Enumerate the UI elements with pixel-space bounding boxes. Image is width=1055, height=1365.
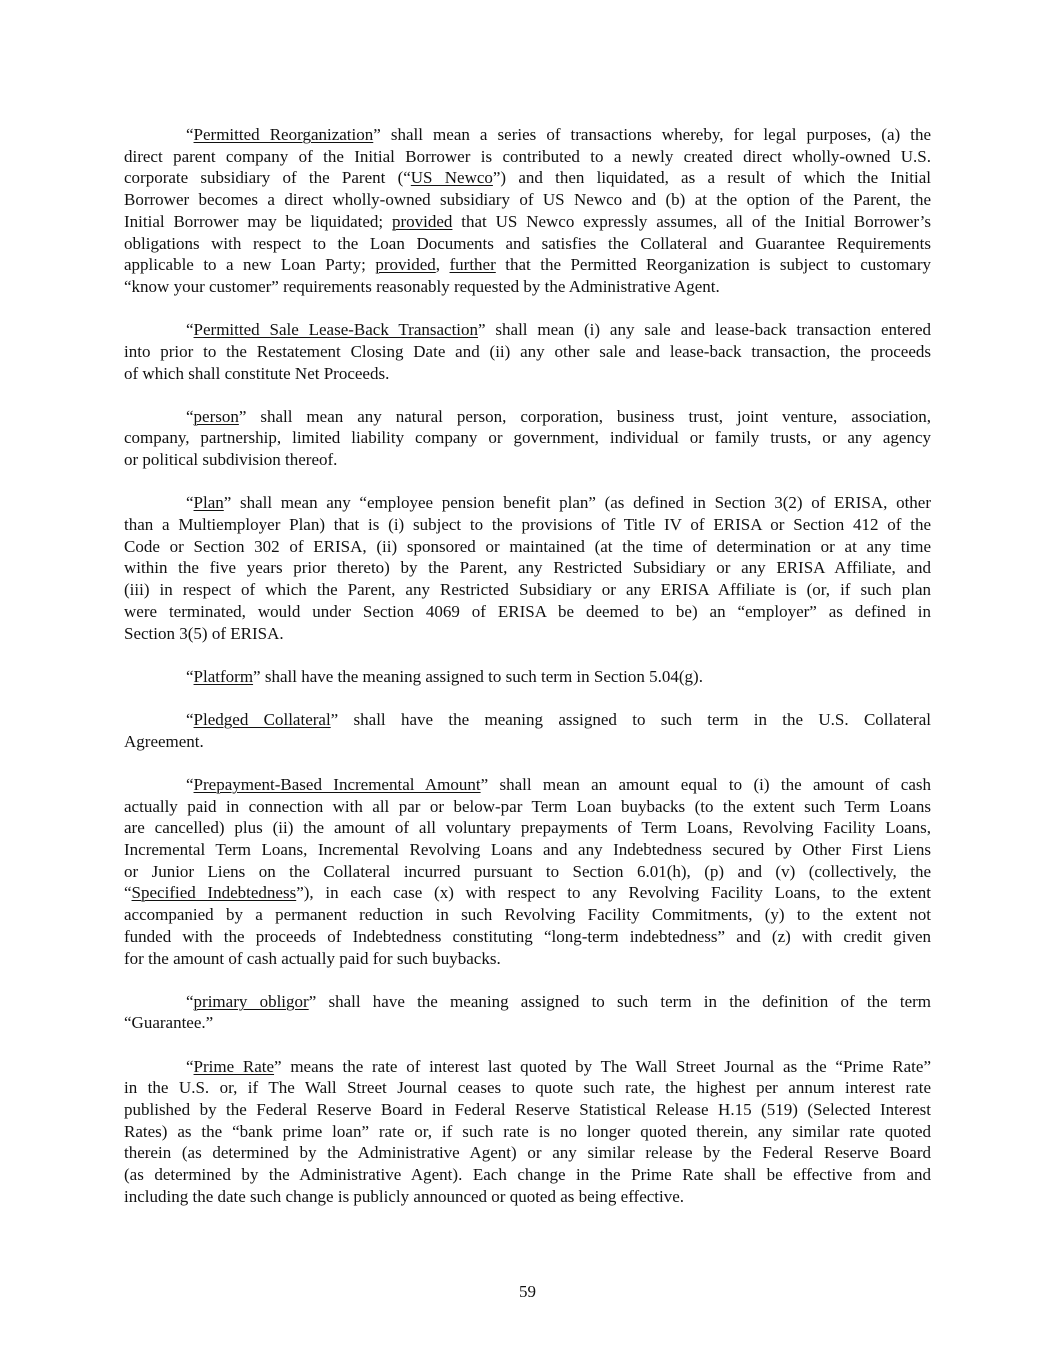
text-line [124, 1121, 931, 1143]
text-line [124, 319, 931, 341]
text-segment: “ [186, 774, 194, 794]
text-segment: , [435, 255, 450, 275]
text-segment: applicable to a new Loan Party; [124, 255, 376, 275]
text-line [124, 276, 931, 298]
definition-paragraph [124, 124, 931, 298]
definition-paragraph [124, 709, 931, 752]
text-segment: of which shall constitute Net Proceeds. [124, 363, 390, 383]
text-segment: “ [186, 320, 194, 340]
definition-paragraph [124, 991, 931, 1034]
page-number: 59 [519, 1282, 536, 1301]
text-segment: Agreement. [124, 731, 204, 751]
text-segment: that the Permitted Reorganization is subject to customary [495, 255, 932, 275]
defined-term: Prime Rate [193, 1056, 275, 1076]
document-page [124, 124, 931, 1229]
text-segment: were terminated, would under Section 4069 of ERISA be deemed to be) an “employer” as defined in [124, 601, 931, 621]
text-line [124, 1012, 931, 1034]
text-line [124, 341, 931, 363]
defined-term: Permitted Reorganization [193, 125, 374, 144]
defined-term: person [193, 406, 239, 426]
text-segment: ” means the rate of interest last quoted by The Wall Street Journal as the “Prime Rate” [274, 1056, 932, 1076]
defined-term: US Newco [410, 168, 493, 188]
text-line [124, 189, 931, 211]
text-line [124, 601, 931, 623]
text-segment: in the U.S. or, if The Wall Street Journal ceases to quote such rate, the highest per annum interest rate [124, 1078, 931, 1098]
text-line [124, 882, 931, 904]
text-segment: obligations with respect to the Loan Documents and satisfies the Collateral and Guarantee Requirements [124, 233, 931, 253]
defined-term: provided [375, 255, 436, 275]
text-line [124, 926, 931, 948]
text-line [124, 514, 931, 536]
text-segment: Initial Borrower may be liquidated; [124, 211, 392, 231]
defined-term: Pledged Collateral [193, 709, 331, 729]
text-segment: ” shall mean any “employee pension benefit plan” (as defined in Section 3(2) of ERISA, other [223, 493, 931, 513]
text-line [124, 492, 931, 514]
text-segment: actually paid in connection with all par or below-par Term Loan buybacks (to the extent such Term Loans [124, 796, 931, 816]
text-segment: that US Newco expressly assumes, all of the Initial Borrower’s [452, 211, 932, 231]
text-line [124, 1186, 931, 1208]
text-line [124, 254, 931, 276]
defined-term: further [449, 255, 496, 275]
text-line [124, 536, 931, 558]
defined-term: primary obligor [193, 991, 309, 1011]
text-segment: ”) and then liquidated, as a result of which the Initial [492, 168, 931, 188]
text-segment: “ [186, 991, 194, 1011]
text-segment: Rates) as the “bank prime loan” rate or, if such rate is no longer quoted therein, any similar rate quoted [124, 1121, 931, 1141]
text-segment: therein (as determined by the Administrative Agent) or any similar release by the Federal Reserve Board [124, 1143, 931, 1163]
text-segment: including the date such change is publicly announced or quoted as being effective. [124, 1186, 685, 1206]
text-segment: or political subdivision thereof. [124, 450, 338, 470]
text-segment: (as determined by the Administrative Agent). Each change in the Prime Rate shall be effective from and [124, 1165, 931, 1185]
text-segment: published by the Federal Reserve Board in Federal Reserve Statistical Release H.15 (519) (Selected Interest [124, 1100, 931, 1120]
text-segment: company, partnership, limited liability company or government, individual or family trusts, or any agency [124, 428, 931, 448]
text-segment: corporate subsidiary of the Parent (“ [124, 168, 411, 188]
text-segment: “ [186, 709, 194, 729]
text-segment: or Junior Liens on the Collateral incurred pursuant to Section 6.01(h), (p) and (v) (collectively, the [124, 861, 931, 881]
text-line [124, 406, 931, 428]
text-line [124, 774, 931, 796]
text-segment: ”), in each case (x) with respect to any Revolving Facility Loans, to the extent [296, 883, 931, 903]
text-segment: accompanied by a permanent reduction in such Revolving Facility Commitments, (y) to the extent not [124, 905, 931, 925]
text-segment: “ [186, 406, 194, 426]
definition-paragraph [124, 1056, 931, 1208]
text-segment: (iii) in respect of which the Parent, any Restricted Subsidiary or any ERISA Affiliate is (or, if such plan [124, 580, 931, 600]
text-line [124, 1099, 931, 1121]
text-line [124, 796, 931, 818]
defined-term: Prepayment-Based Incremental Amount [193, 774, 481, 794]
text-segment: ” shall mean a series of transactions whereby, for legal purposes, (a) the [373, 125, 931, 144]
text-line [124, 1142, 931, 1164]
text-line [124, 427, 931, 449]
text-line [124, 1056, 931, 1078]
text-segment: for the amount of cash actually paid for such buybacks. [124, 948, 501, 968]
text-line [124, 1164, 931, 1186]
definition-paragraph [124, 406, 931, 471]
text-segment: “know your customer” requirements reasonably requested by the Administrative Agent. [124, 276, 720, 296]
text-line [124, 623, 931, 645]
text-line [124, 211, 931, 233]
text-line [124, 948, 931, 970]
text-segment: than a Multiemployer Plan) that is (i) subject to the provisions of Title IV of ERISA or Section 412 of the [124, 515, 931, 535]
defined-term: provided [392, 211, 453, 231]
text-segment: Code or Section 302 of ERISA, (ii) sponsored or maintained (at the time of determination or at any time [124, 536, 931, 556]
text-line [124, 146, 931, 168]
text-segment: into prior to the Restatement Closing Date and (ii) any other sale and lease-back transaction, the proceeds [124, 341, 931, 361]
defined-term: Permitted Sale Lease-Back Transaction [193, 320, 479, 340]
text-line [124, 991, 931, 1013]
text-segment: “ [124, 883, 132, 903]
text-line [124, 817, 931, 839]
text-segment: Borrower becomes a direct wholly-owned subsidiary of US Newco and (b) at the option of the Parent, the [124, 190, 931, 210]
text-segment: Section 3(5) of ERISA. [124, 623, 284, 643]
text-line [124, 557, 931, 579]
text-line [124, 363, 931, 385]
text-segment: ” shall have the meaning assigned to such term in Section 5.04(g). [253, 666, 703, 686]
definition-paragraph [124, 774, 931, 969]
defined-term: Plan [193, 493, 224, 513]
text-line [124, 233, 931, 255]
text-segment: Incremental Term Loans, Incremental Revolving Loans and any Indebtedness secured by Other First Liens [124, 839, 931, 859]
defined-term: Specified Indebtedness [131, 883, 297, 903]
text-segment: ” shall mean an amount equal to (i) the amount of cash [480, 774, 931, 794]
text-segment: “ [186, 493, 194, 513]
text-segment: ” shall mean any natural person, corporation, business trust, joint venture, association, [238, 406, 931, 426]
text-segment: “ [186, 666, 194, 686]
text-line [124, 861, 931, 883]
text-segment: “Guarantee.” [124, 1013, 214, 1033]
definition-paragraph [124, 666, 931, 688]
text-line [124, 124, 931, 146]
text-line [124, 449, 931, 471]
text-segment: ” shall mean (i) any sale and lease-back transaction entered [478, 320, 931, 340]
text-line [124, 839, 931, 861]
text-line [124, 709, 931, 731]
defined-term: Platform [193, 666, 254, 686]
text-line [124, 1077, 931, 1099]
text-line [124, 666, 931, 688]
text-segment: “ [186, 125, 194, 144]
text-line [124, 731, 931, 753]
definition-paragraph [124, 492, 931, 644]
text-segment: within the five years prior thereto) by the Parent, any Restricted Subsidiary or any ERISA Affiliate, and [124, 558, 931, 578]
text-segment: funded with the proceeds of Indebtedness constituting “long-term indebtedness” and (z) with credit given [124, 926, 931, 946]
text-segment: ” shall have the meaning assigned to such term in the definition of the term [308, 991, 931, 1011]
text-segment: “ [186, 1056, 194, 1076]
text-line [124, 904, 931, 926]
text-line [124, 579, 931, 601]
text-segment: ” shall have the meaning assigned to such term in the U.S. Collateral [330, 709, 931, 729]
text-line [124, 167, 931, 189]
text-segment: are cancelled) plus (ii) the amount of all voluntary prepayments of Term Loans, Revolving Facility Loans, [124, 818, 931, 838]
definition-paragraph [124, 319, 931, 384]
text-segment: direct parent company of the Initial Borrower is contributed to a newly created direct wholly-owned U.S. [124, 146, 931, 166]
